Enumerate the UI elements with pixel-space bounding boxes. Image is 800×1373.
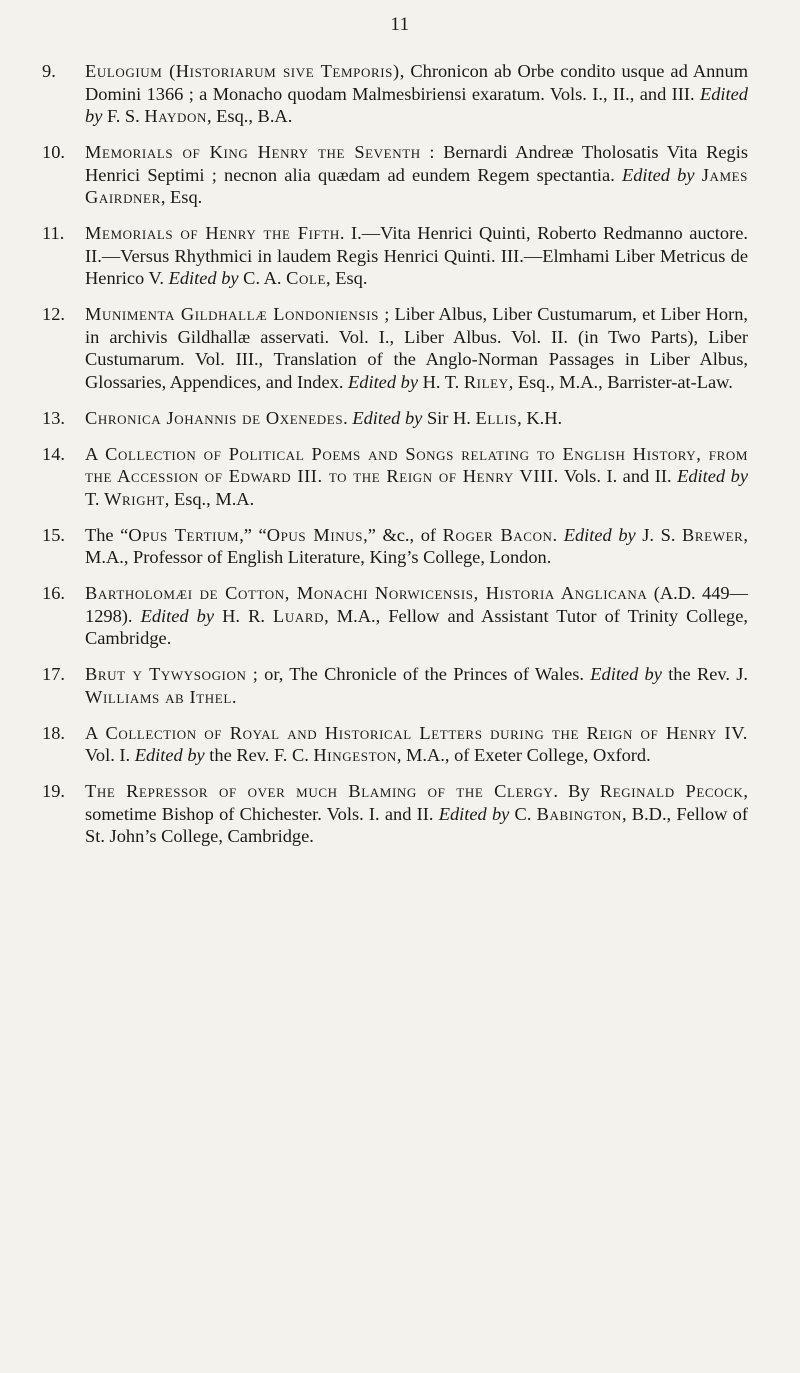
entry-number: 11. [42, 223, 65, 243]
editor-phrase: Edited by [677, 466, 748, 486]
entry-text: , K.H. [517, 407, 563, 428]
entry-number: 19. [42, 781, 65, 801]
entry-text: ; or, The Chronicle of the Princes of Wales. [246, 664, 591, 684]
entry-text: F. S. [102, 106, 145, 126]
catalogue-entry [42, 582, 748, 650]
entry-text: H. R. [214, 605, 274, 626]
entry-text: , M.A., Fellow and Assistant Tutor of Trinity College, Cambridge. [85, 605, 748, 648]
entry-title-text: Roger Bacon [442, 524, 553, 545]
entry-text: ,” &c., of [363, 524, 443, 545]
entry-number: 10. [42, 142, 65, 162]
entry-number: 15. [42, 524, 65, 545]
entry-title-text: Luard [273, 605, 325, 626]
editor-phrase: Edited by [563, 524, 636, 545]
catalogue-entry [42, 60, 748, 128]
editor-phrase: Edited by [621, 164, 695, 185]
entry-title-text: Eulogium (Historiarum sive Temporis) [85, 61, 400, 81]
entry-title-text: Opus Tertium [128, 524, 240, 545]
editor-phrase: Edited by [140, 605, 215, 626]
entry-number: 13. [42, 407, 65, 428]
entry-text: . I.—Vita Henrici Quinti, Roberto Redmanno auctore. II.—Versus Rhythmici in laudem Regis Henrici Quinti. III.—Elmhami Liber Metricus de Henrico V. [85, 223, 748, 288]
entry-number: 18. [42, 722, 65, 743]
entry-title-text: Wright [104, 488, 165, 509]
catalogue-entry [42, 141, 748, 209]
editor-phrase: Edited by [352, 407, 423, 428]
entry-text: , M.A., Professor of English Literature, King’s College, London. [85, 524, 748, 567]
entry-title-text: Munimenta Gildhallæ Londoniensis [85, 304, 380, 324]
entry-title-text: Memorials of King Henry the Seventh [85, 142, 421, 162]
entry-text: , Esq., B.A. [206, 106, 293, 126]
entry-number: 17. [42, 664, 65, 684]
entry-title-text: Memorials of Henry the Fifth [85, 223, 340, 243]
entry-text: ,” “ [239, 524, 267, 545]
entry-text: . By [553, 781, 600, 801]
entry-text [695, 165, 702, 185]
entry-title-text: Williams ab Ithel [85, 686, 232, 707]
editor-phrase: Edited by [168, 268, 239, 288]
catalogue-entry [42, 303, 748, 393]
entry-text: C. A. [238, 268, 287, 288]
editor-phrase: Edited by [348, 371, 418, 392]
entry-text: ; Liber Albus, Liber Custumarum, et Liber Horn, in archivis Gildhallæ asservati. Vol. I., Liber Albus. Vol. II. (in Two Parts), Liber Custumarum. Vol. III., Translation of the Anglo-Norman Passages in Liber Albus, Glossaries, Appendices, and Index. [85, 304, 748, 392]
entry-title-text: Opus Minus [266, 524, 364, 545]
entry-text: , Chronicon ab Orbe condito usque ad Annum Domini 1366 ; a Monacho quodam Malmesbiriensi exaratum. Vols. I., II., and III. [85, 61, 748, 104]
entry-text: Vols. I. and II. [558, 466, 678, 486]
catalogue-entry [42, 407, 748, 430]
entry-text: H. T. [418, 371, 464, 392]
entry-title-text: Riley [463, 371, 509, 392]
entry-title-text: James Gairdner [85, 164, 748, 207]
catalogue-entry [42, 524, 748, 569]
entry-text: (A.D. 449—1298). [85, 583, 748, 626]
entry-number: 14. [42, 443, 65, 464]
entry-text: the Rev. J. [661, 664, 748, 684]
entry-text: : Bernardi Andreæ Tholosatis Vita Regis Henrici Septimi ; necnon alia quædam ad eundem Regem spectantia. [85, 142, 748, 185]
editor-phrase: Edited by [590, 664, 662, 684]
entry-text: C. [509, 803, 537, 824]
entry-text: J. S. [635, 524, 683, 545]
entry-text: , Esq., M.A. [164, 488, 255, 509]
editor-phrase: Edited by [438, 803, 510, 824]
entry-title-text: Babington [536, 803, 622, 824]
entry-title-text: Cole [286, 268, 327, 288]
page-number: 11 [390, 14, 410, 35]
entry-title-text: The Repressor of over much Blaming of the Clergy [85, 781, 554, 801]
entry-title-text: Hingeston [313, 745, 397, 765]
entry-text: the Rev. F. C. [204, 745, 314, 765]
entry-text: , sometime Bishop of Chichester. Vols. I. and II. [85, 781, 748, 824]
catalogue-entry [42, 780, 748, 848]
entry-title-text: Haydon [144, 106, 207, 126]
entry-text: T. [85, 488, 105, 509]
editor-phrase: Edited by [85, 83, 748, 126]
catalogue-entry [42, 722, 748, 767]
entry-number: 9. [42, 61, 56, 81]
entry-text: , Esq. [326, 268, 368, 288]
entry-text: , M.A., of Exeter College, Oxford. [396, 745, 651, 765]
entry-title-text: Chronica Johannis de Oxenedes [85, 407, 344, 428]
catalogue-entry [42, 443, 748, 511]
entry-text: , Esq., M.A., Barrister-at-Law. [508, 371, 733, 392]
entry-text: . [552, 524, 564, 545]
entry-text: Vol. I. [85, 745, 135, 765]
editor-phrase: Edited by [134, 745, 205, 765]
catalogue-entry [42, 222, 748, 290]
entry-number: 12. [42, 304, 65, 324]
entry-text: , Esq. [160, 187, 203, 207]
entry-title-text: A Collection of Political Poems and Songs relating to English History, from the Accession of Edward III. to the Reign of Henry VIII. [85, 443, 748, 486]
entry-text: . [231, 686, 237, 707]
entry-text: . [343, 407, 353, 428]
entry-number: 16. [42, 583, 65, 603]
entry-title-text: Reginald Pecock [599, 781, 744, 801]
catalogue-entry-list [42, 60, 748, 861]
entry-title-text: Brut y Tywysogion [85, 664, 247, 684]
entry-title-text: Bartholomæi de Cotton, Monachi Norwicensis, Historia Anglicana [85, 583, 648, 603]
entry-text: , B.D., Fellow of St. John’s College, Cambridge. [85, 803, 749, 846]
entry-title-text: Brewer [682, 524, 744, 545]
catalogue-entry [42, 663, 748, 708]
entry-text: The “ [85, 524, 129, 545]
entry-title-text: A Collection of Royal and Historical Letters during the Reign of Henry IV. [85, 722, 748, 743]
entry-title-text: Ellis [475, 407, 518, 428]
entry-text: Sir H. [422, 407, 476, 428]
